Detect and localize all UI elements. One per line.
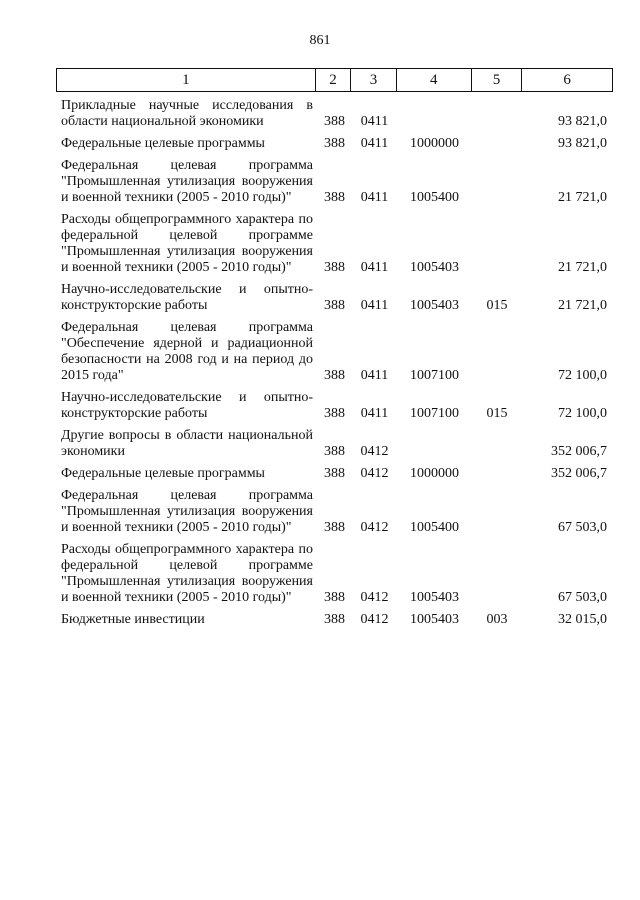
- row-ministry-code: 388: [324, 114, 345, 129]
- row-target-code: 1005403: [410, 612, 459, 627]
- table-row: [56, 98, 613, 130]
- row-section-code: 0411: [360, 190, 389, 205]
- row-name: Бюджетные инвестиции: [61, 612, 205, 627]
- table-row: [56, 282, 613, 314]
- row-ministry-code: 388: [324, 590, 345, 605]
- row-name: Федеральная целевая программа "Обеспечение ядерной и радиационной безопасности на 2008 год и на период до 2015 года": [61, 320, 313, 383]
- row-ministry-code: 388: [324, 444, 345, 459]
- row-ministry-code: 388: [324, 406, 345, 421]
- row-target-code: 1005403: [410, 298, 459, 313]
- row-ministry-code: 388: [324, 368, 345, 383]
- row-amount: 32 015,0: [558, 612, 607, 627]
- row-section-code: 0412: [360, 444, 389, 459]
- row-amount: 21 721,0: [558, 298, 607, 313]
- row-name: Научно-исследовательские и опытно-конструкторские работы: [61, 282, 313, 313]
- table-row: [56, 320, 613, 384]
- row-section-code: 0412: [360, 590, 389, 605]
- row-amount: 352 006,7: [551, 466, 607, 481]
- row-name: Расходы общепрограммного характера по федеральной целевой программе "Промышленная утилизация вооружения и военной техники (2005 - 2010 годы)": [61, 542, 313, 605]
- row-section-code: 0411: [360, 136, 389, 151]
- column-header-5: 5: [471, 69, 521, 91]
- row-section-code: 0412: [360, 466, 389, 481]
- table-row: [56, 136, 613, 152]
- row-name: Федеральная целевая программа "Промышленная утилизация вооружения и военной техники (2005 - 2010 годы)": [61, 488, 313, 535]
- table-row: [56, 612, 613, 628]
- row-name: Федеральная целевая программа "Промышленная утилизация вооружения и военной техники (2005 - 2010 годы)": [61, 158, 313, 205]
- row-target-code: 1000000: [410, 466, 459, 481]
- row-amount: 93 821,0: [558, 136, 607, 151]
- row-target-code: 1005403: [410, 590, 459, 605]
- row-ministry-code: 388: [324, 612, 345, 627]
- row-section-code: 0411: [360, 260, 389, 275]
- row-amount: 67 503,0: [558, 590, 607, 605]
- row-expense-type: 015: [486, 298, 508, 313]
- table-row: [56, 212, 613, 276]
- table-row: [56, 390, 613, 422]
- table-row: [56, 466, 613, 482]
- row-amount: 21 721,0: [558, 260, 607, 275]
- row-amount: 352 006,7: [551, 444, 607, 459]
- column-header-2: 2: [315, 69, 351, 91]
- row-target-code: 1005400: [410, 520, 459, 535]
- row-section-code: 0412: [360, 612, 389, 627]
- row-ministry-code: 388: [324, 190, 345, 205]
- row-name: Федеральные целевые программы: [61, 136, 265, 151]
- table-row: [56, 428, 613, 460]
- row-ministry-code: 388: [324, 520, 345, 535]
- table-header: [56, 68, 613, 92]
- row-section-code: 0411: [360, 114, 389, 129]
- row-amount: 21 721,0: [558, 190, 607, 205]
- row-target-code: 1000000: [410, 136, 459, 151]
- column-header-1: 1: [182, 71, 190, 88]
- row-name: Другие вопросы в области национальной экономики: [61, 428, 313, 459]
- row-section-code: 0412: [360, 520, 389, 535]
- column-header-3: 3: [350, 69, 395, 91]
- table-row: [56, 488, 613, 536]
- row-ministry-code: 388: [324, 466, 345, 481]
- table-row: [56, 158, 613, 206]
- row-expense-type: 003: [486, 612, 508, 627]
- row-section-code: 0411: [360, 298, 389, 313]
- row-ministry-code: 388: [324, 136, 345, 151]
- column-header-4: 4: [396, 69, 471, 91]
- row-name: Научно-исследовательские и опытно-конструкторские работы: [61, 390, 313, 421]
- row-ministry-code: 388: [324, 298, 345, 313]
- row-section-code: 0411: [360, 368, 389, 383]
- row-target-code: 1007100: [410, 368, 459, 383]
- row-target-code: 1007100: [410, 406, 459, 421]
- row-name: Расходы общепрограммного характера по федеральной целевой программе "Промышленная утилизация вооружения и военной техники (2005 - 2010 годы)": [61, 212, 313, 275]
- row-expense-type: 015: [486, 406, 508, 421]
- row-target-code: 1005403: [410, 260, 459, 275]
- row-target-code: 1005400: [410, 190, 459, 205]
- table-row: [56, 542, 613, 606]
- row-amount: 72 100,0: [558, 406, 607, 421]
- row-section-code: 0411: [360, 406, 389, 421]
- row-amount: 67 503,0: [558, 520, 607, 535]
- row-amount: 93 821,0: [558, 114, 607, 129]
- table-body: [56, 98, 613, 634]
- column-header-6: 6: [521, 69, 612, 91]
- row-name: Федеральные целевые программы: [61, 466, 265, 481]
- row-amount: 72 100,0: [558, 368, 607, 383]
- page-number: 861: [309, 33, 331, 48]
- row-name: Прикладные научные исследования в области национальной экономики: [61, 98, 313, 129]
- row-ministry-code: 388: [324, 260, 345, 275]
